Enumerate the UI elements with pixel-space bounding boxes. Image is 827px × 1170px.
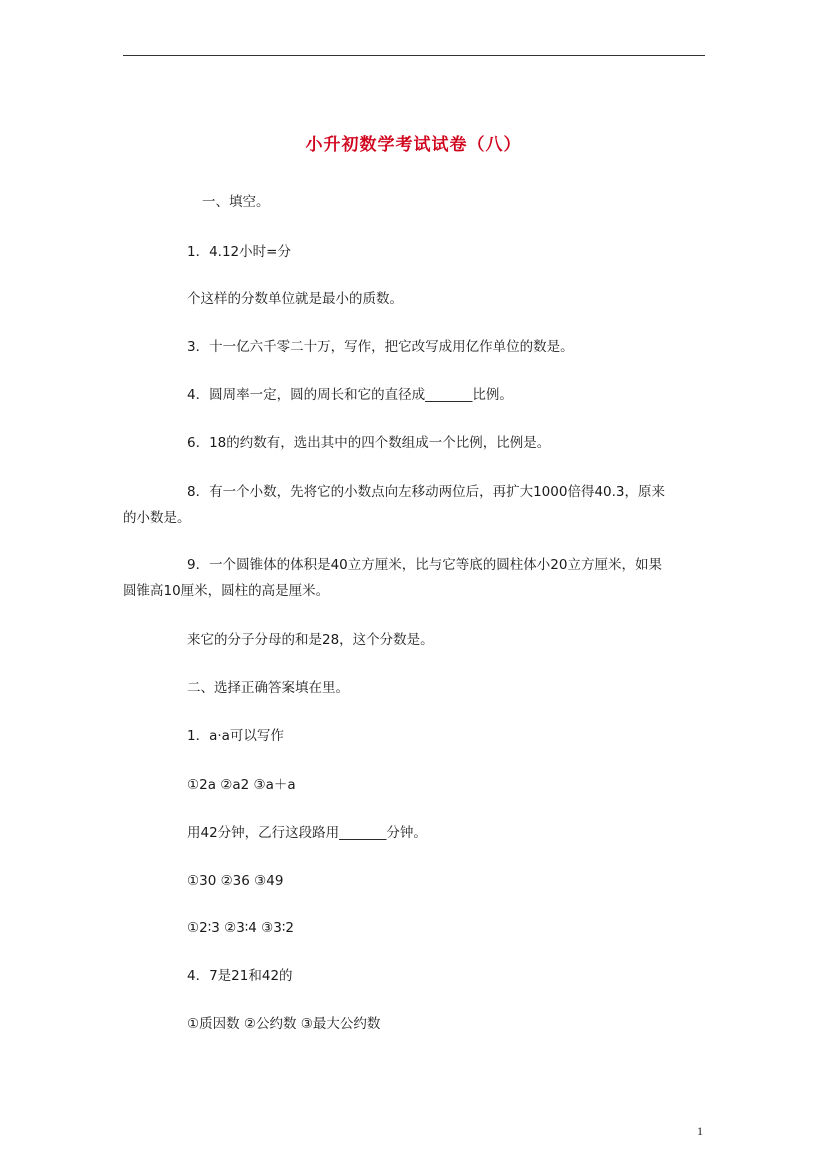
question-9: 9．一个圆锥体的体积是40立方厘米，比与它等底的圆柱体小20立方厘米，如果 xyxy=(187,557,662,573)
header-rule xyxy=(123,55,705,56)
page-number: 1 xyxy=(697,1124,703,1138)
question-8: 8．有一个小数，先将它的小数点向左移动两位后，再扩大1000倍得40.3，原来 xyxy=(187,484,666,500)
question-2: 个这样的分数单位就是最小的质数。 xyxy=(187,291,403,307)
question-8-continued: 的小数是。 xyxy=(123,510,191,526)
question-3: 3．十一亿六千零二十万，写作，把它改写成用亿作单位的数是。 xyxy=(187,339,574,355)
choice-question-2: 用42分钟，乙行这段路用_______分钟。 xyxy=(187,825,427,841)
choice-question-4: 4．7是21和42的 xyxy=(187,968,293,984)
choice-question-1-options: ①2a ②a2 ③a＋a xyxy=(187,777,296,793)
question-10: 来它的分子分母的和是28，这个分数是。 xyxy=(187,632,434,648)
choice-question-2-options: ①30 ②36 ③49 xyxy=(187,873,284,889)
question-9-continued: 圆锥高10厘米，圆柱的高是厘米。 xyxy=(123,583,330,599)
page-title: 小升初数学考试试卷（八） xyxy=(305,135,522,155)
question-4: 4．圆周率一定，圆的周长和它的直径成_______比例。 xyxy=(187,387,513,403)
choice-question-4-options: ①质因数 ②公约数 ③最大公约数 xyxy=(187,1016,381,1032)
section-heading-fill-blank: 一、填空。 xyxy=(202,194,270,210)
question-6: 6．18的约数有，选出其中的四个数组成一个比例，比例是。 xyxy=(187,435,551,451)
choice-question-1: 1．a·a可以写作 xyxy=(187,728,284,744)
question-1: 1．4.12小时=分 xyxy=(187,244,291,260)
section-heading-choice: 二、选择正确答案填在里。 xyxy=(187,680,349,696)
choice-question-3-options: ①2∶3 ②3∶4 ③3∶2 xyxy=(187,920,294,936)
